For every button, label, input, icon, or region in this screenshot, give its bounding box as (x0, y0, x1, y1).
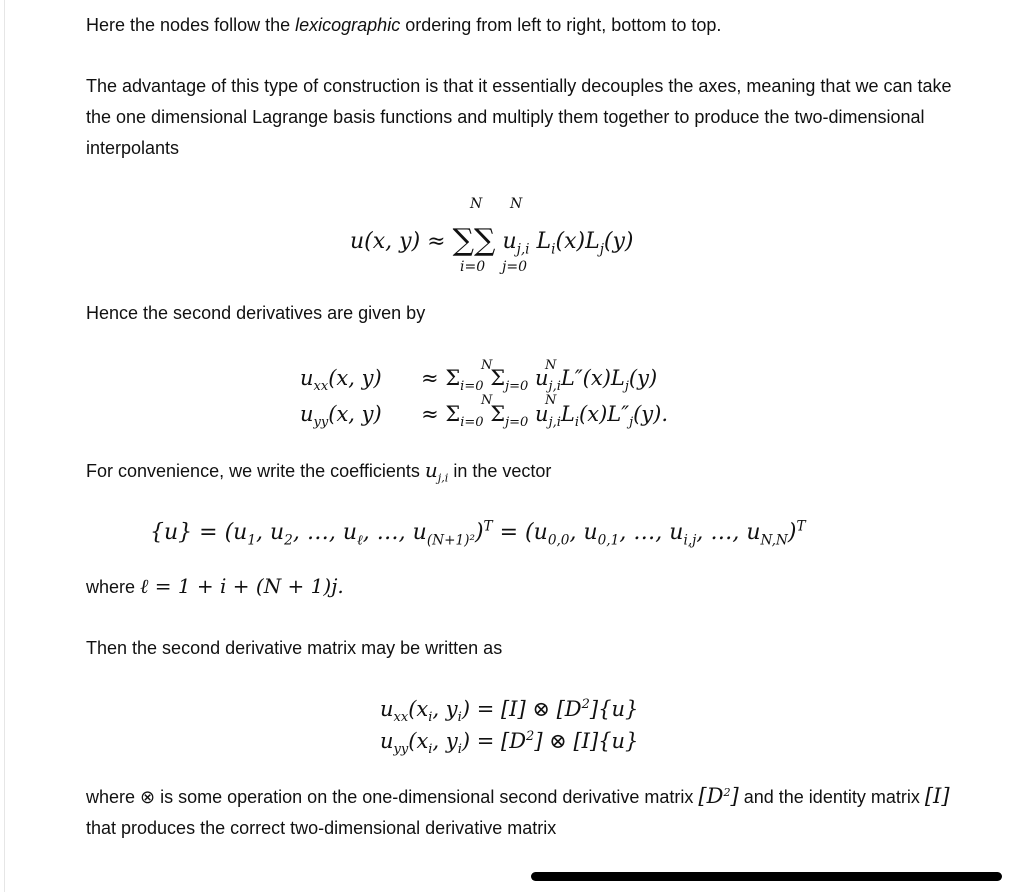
eq1-coef-sub: j,i (516, 241, 530, 258)
where-formula: ℓ = 1 + i + (N + 1)j. (140, 574, 344, 598)
vec-sup2: T (796, 518, 806, 535)
eq2-row2-basis-j: (x)L″ (579, 402, 630, 426)
page-edge (4, 0, 5, 892)
vec-s7: 0,1 (597, 532, 620, 549)
eq2-row1-u: u (300, 366, 314, 390)
vec-s2: 2 (284, 532, 293, 549)
eq2-row2-approx-sum: ≈ Σ (421, 402, 461, 426)
eq3-r2-xsub: i (428, 742, 433, 758)
eq3-r2-rhs: ) = [D (461, 729, 527, 753)
vec-p3: , …, u (292, 520, 357, 545)
final-text-a: where ⊗ is some operation on the one-dimensional second derivative matrix (86, 787, 699, 807)
eq3-r1-xsub: i (428, 710, 433, 726)
vec-p8: , …, u (619, 520, 684, 545)
eq2-row1-hi-i: N (481, 358, 493, 373)
sum-i-upper: N (470, 196, 483, 212)
then-paragraph: Then the second derivative matrix may be written as (86, 638, 503, 658)
eq2-row2-hi-i: N (481, 393, 493, 408)
vec-p5: ) (474, 520, 484, 545)
eq2-row1-close: (y) (628, 366, 658, 390)
eq3-r2-y: , y (432, 729, 458, 753)
eq2-row1-lo-i: i=0 (460, 379, 484, 395)
sum-j-upper: N (510, 196, 523, 212)
eq2-row1-sum-j: Σ (490, 366, 506, 390)
eq3-r1-u: u (380, 697, 394, 721)
convenience-coef: u (424, 458, 438, 482)
eq1-basis-j: (x)L (555, 229, 600, 254)
eq1-basis-j-sub: j (599, 241, 604, 258)
intro-text-b: ordering from left to right, bottom to top. (400, 15, 722, 35)
vec-s3: ℓ (357, 532, 363, 549)
eq2-row1-basis: L″(x)L (560, 366, 625, 390)
vec-sup1: T (483, 518, 493, 535)
eq2-row1-sub: xx (313, 379, 329, 395)
vec-p4: , …, u (362, 520, 427, 545)
eq2-row1-lo-j: j=0 (505, 379, 529, 395)
sum-j-lower: j=0 (502, 259, 527, 275)
eq3-r2-u: u (380, 729, 394, 753)
final-matrix-d: [D (698, 784, 724, 808)
convenience-text-a: For convenience, we write the coefficients (86, 461, 425, 481)
vec-p9: , …, u (696, 520, 761, 545)
vec-p2: , u (256, 520, 285, 545)
eq3-r1-end: ]{u} (589, 697, 639, 721)
intro-emphasis: lexicographic (295, 15, 401, 35)
eq2-row1-coef-sub: j,i (548, 379, 561, 395)
intro-text-a: Here the nodes follow the (86, 15, 296, 35)
eq2-row2-u: u (300, 402, 314, 426)
equation-1-line (350, 221, 634, 256)
eq2-row2-coef-sub: j,i (548, 415, 561, 431)
eq2-row1-coef: u (535, 366, 549, 390)
eq1-basis-i-sub: i (551, 241, 556, 258)
convenience-paragraph (86, 455, 966, 487)
eq2-row2-basis-i: L (560, 402, 575, 426)
hence-paragraph: Hence the second derivatives are given by (86, 303, 426, 323)
eq1-coef: u (502, 229, 517, 254)
eq3-r1-rhs: ) = [I] ⊗ [D (461, 697, 582, 721)
eq3-r2-ysub: i (457, 742, 462, 758)
eq2-row2-hi-j: N (545, 393, 557, 408)
where-paragraph (86, 571, 966, 603)
eq2-row2-basis-i-sub: i (574, 415, 580, 431)
eq3-r2-x: (x (408, 729, 429, 753)
final-matrix-d-sup: 2 (723, 786, 731, 799)
eq2-row-xx (300, 366, 658, 395)
vec-p6: = (u (492, 520, 548, 545)
eq2-row1-hi-j: N (545, 358, 557, 373)
eq2-row1-approx-sum: ≈ Σ (421, 366, 461, 390)
equation-vector (150, 518, 806, 549)
eq3-r2-end: ] ⊗ [I]{u} (534, 729, 639, 753)
final-matrix-i: [I] (924, 784, 950, 808)
eq3-r1-ysub: i (457, 710, 462, 726)
eq2-row1-basis-sub: j (624, 379, 629, 395)
vec-s8: i,j (683, 532, 697, 549)
eq3-r2-sub: yy (393, 742, 409, 758)
final-text-b: and the identity matrix (738, 787, 925, 807)
eq1-close: (y) (603, 229, 634, 254)
eq2-row2-basis-j-sub: j (629, 415, 634, 431)
sum-i-lower: i=0 (460, 259, 486, 275)
eq2-row2-coef: u (535, 402, 549, 426)
convenience-text-b: in the vector (448, 461, 552, 481)
where-word: where (86, 577, 141, 597)
eq2-row2-lo-j: j=0 (505, 415, 529, 431)
vec-s9: N,N (760, 532, 788, 549)
eq2-row2-sub: yy (313, 415, 329, 431)
sum-j-symbol: ∑ (474, 223, 496, 258)
eq2-row2-sum-j: Σ (490, 402, 506, 426)
final-text-c: that produces the correct two-dimensional derivative matrix (86, 818, 557, 838)
eq3-row-xx (380, 697, 639, 726)
eq3-r1-x: (x (408, 697, 429, 721)
eq2-row2-lo-i: i=0 (460, 415, 484, 431)
eq3-row-yy (380, 729, 639, 758)
eq2-row1-args: (x, y) (328, 366, 382, 390)
eq2-row2-close: (y). (633, 402, 669, 426)
vec-p10: ) (787, 520, 797, 545)
final-paragraph (86, 781, 966, 844)
vec-s4: (N+1)² (426, 532, 475, 549)
final-matrix-d-close: ] (730, 784, 739, 808)
sum-i-symbol: ∑ (452, 223, 475, 258)
convenience-coef-sub: j,i (437, 471, 449, 485)
vec-s6: 0,0 (547, 532, 570, 549)
eq3-r1-sub: xx (393, 710, 409, 726)
eq3-r1-y: , y (432, 697, 458, 721)
intro-paragraph (86, 10, 966, 41)
home-indicator[interactable] (531, 872, 1002, 881)
advantage-paragraph: The advantage of this type of construction is that it essentially decouples the axes, meaning that we can take the one dimensional Lagrange basis functions and multiply them together to produce the two-dimensional interpolants (86, 76, 952, 158)
eq3-r2-sup: 2 (526, 729, 535, 744)
vec-p7: , u (569, 520, 598, 545)
vec-lhs: {u} = (u (150, 520, 248, 545)
vec-s1: 1 (247, 532, 257, 549)
eq3-r1-sup: 2 (581, 697, 590, 712)
eq1-basis-i: L (536, 229, 552, 254)
eq2-row2-args: (x, y) (328, 402, 382, 426)
eq1-lhs: u(x, y) ≈ (350, 229, 446, 254)
